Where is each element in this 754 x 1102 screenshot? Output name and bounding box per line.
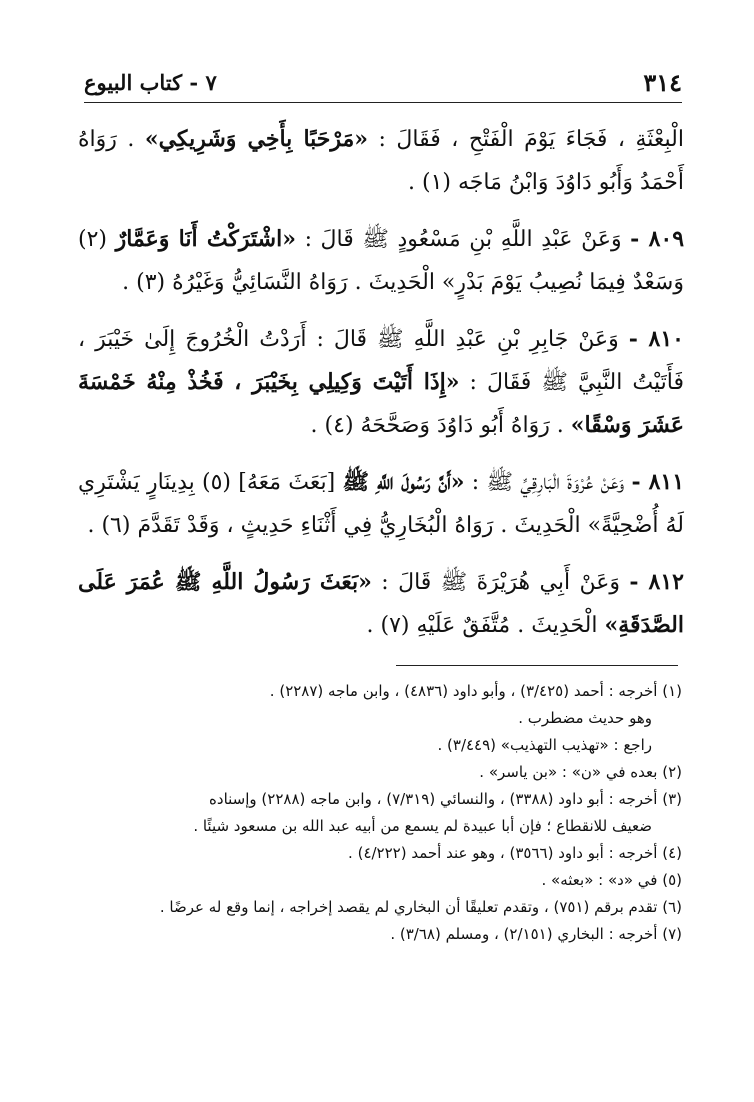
hadith-number: ٨٠٩ -: [630, 226, 685, 252]
footnote-1: (١) أخرجه : أحمد (٣/٤٢٥) ، وأبو داود (٤٨٣٦) ، وابن ماجه (٢٢٨٧) .: [269, 682, 682, 700]
paragraph-source: . رَوَاهُ أَحْمَدُ وَأَبُو دَاوُدَ وَابْنُ مَاجَه (١) .: [78, 127, 684, 195]
footnote-5: (٥) في «د» : «بعثه» .: [541, 871, 682, 889]
hadith-809: [78, 218, 684, 304]
hadith-quote: «إِذَا أَتَيْتَ وَكِيلِي بِخَيْبَرَ ، فَخُذْ مِنْهُ خَمْسَةَ عَشَرَ وَسْقًا»: [78, 369, 684, 438]
footnote-1-line-3: راجع : «تهذيب التهذيب» (٣/٤٤٩) .: [437, 736, 652, 754]
hadith-quote: «بَعَثَ رَسُولُ اللَّهِ ﷺ عُمَرَ عَلَى الصَّدَقَةِ»: [78, 569, 684, 638]
footnote-divider: [396, 665, 678, 666]
hadith-quote: «مَرْحَبًا بِأَخِي وَشَرِيكِي»: [144, 126, 369, 152]
header-divider: [84, 102, 682, 103]
page-number: ٣١٤: [643, 68, 682, 97]
footnote-7: (٧) أخرجه : البخاري (٢/١٥١) ، ومسلم (٣/٦٨) .: [390, 925, 682, 943]
paragraph-source: (٢) وَسَعْدٌ فِيمَا نُصِيبُ يَوْمَ بَدْرٍ» الْحَدِيثَ . رَوَاهُ النَّسَائِيُّ وَغَيْرُهُ (٣) .: [78, 227, 684, 295]
hadith-810: [78, 318, 684, 447]
paragraph-text: وَعَنْ أَبِي هُرَيْرَةَ ﷺ قَالَ :: [371, 570, 630, 595]
footnote-1-line-2: وهو حديث مضطرب .: [518, 709, 652, 727]
footnote-2: (٢) بعده في «ن» : «بن ياسر» .: [479, 763, 682, 781]
paragraph-source: [بَعَثَ مَعَهُ] (٥) بِدِينَارٍ يَشْتَرِي لَهُ أُضْحِيَّةً» الْحَدِيثَ . رَوَاهُ الْبُخَارِيُّ فِي أَثْنَاءِ حَدِيثٍ ، وَقَدْ تَقَدَّمَ (٦) .: [78, 470, 684, 538]
footnote-6: (٦) تقدم برقم (٧٥١) ، وتقدم تعليقًا أن البخاري لم يقصد إخراجه ، إنما وقع له عرضًا .: [159, 898, 682, 916]
main-text: [78, 118, 684, 661]
footnote-3-line-2: ضعيف للانقطاع ؛ فإن أبا عبيدة لم يسمع من أبيه عبد الله بن مسعود شيئًا .: [193, 817, 652, 835]
hadith-number: ٨١٢ -: [629, 569, 684, 595]
footnote-4: (٤) أخرجه : أبو داود (٣٥٦٦) ، وهو عند أحمد (٤/٢٢٢) .: [348, 844, 682, 862]
hadith-number: ٨١٠ -: [628, 326, 684, 352]
paragraph-source: . رَوَاهُ أَبُو دَاوُدَ وَصَحَّحَهُ (٤) .: [310, 413, 571, 438]
paragraph-text: وَعَنْ جَابِرِ بْنِ عَبْدِ اللَّهِ ﷺ قَالَ : أَرَدْتُ الْخُرُوجَ إِلَىٰ خَيْبَرَ ، فَأَتَيْتُ النَّبِيَّ ﷺ فَقَالَ :: [78, 327, 684, 395]
hadith-number: ٨١١ -: [631, 469, 685, 495]
hadith-quote: «أَنَّ رَسُولَ اللَّهِ ﷺ: [342, 469, 465, 495]
footnote-3: (٣) أخرجه : أبو داود (٣٣٨٨) ، والنسائي (٧/٣١٩) ، وابن ماجه (٢٢٨٨) وإسناده: [209, 790, 682, 808]
chapter-title: ٧ - كتاب البيوع: [84, 70, 217, 95]
hadith-811: [78, 461, 684, 547]
footnotes: [84, 678, 682, 948]
paragraph-continuation: [78, 118, 684, 204]
paragraph-text: وَعَنْ عُرْوَةَ الْبَارِقِيِّ ﷺ :: [464, 470, 632, 495]
paragraph-text: وَعَنْ عَبْدِ اللَّهِ بْنِ مَسْعُودٍ ﷺ قَالَ :: [295, 227, 631, 252]
hadith-quote: «اشْتَرَكْتُ أَنَا وَعَمَّارٌ: [115, 226, 296, 252]
paragraph-text: الْبِعْثَةِ ، فَجَاءَ يَوْمَ الْفَتْحِ ، فَقَالَ :: [368, 127, 684, 152]
paragraph-source: الْحَدِيثَ . مُتَّفَقٌ عَلَيْهِ (٧) .: [366, 613, 605, 638]
hadith-812: [78, 561, 684, 647]
running-header: [84, 68, 682, 98]
